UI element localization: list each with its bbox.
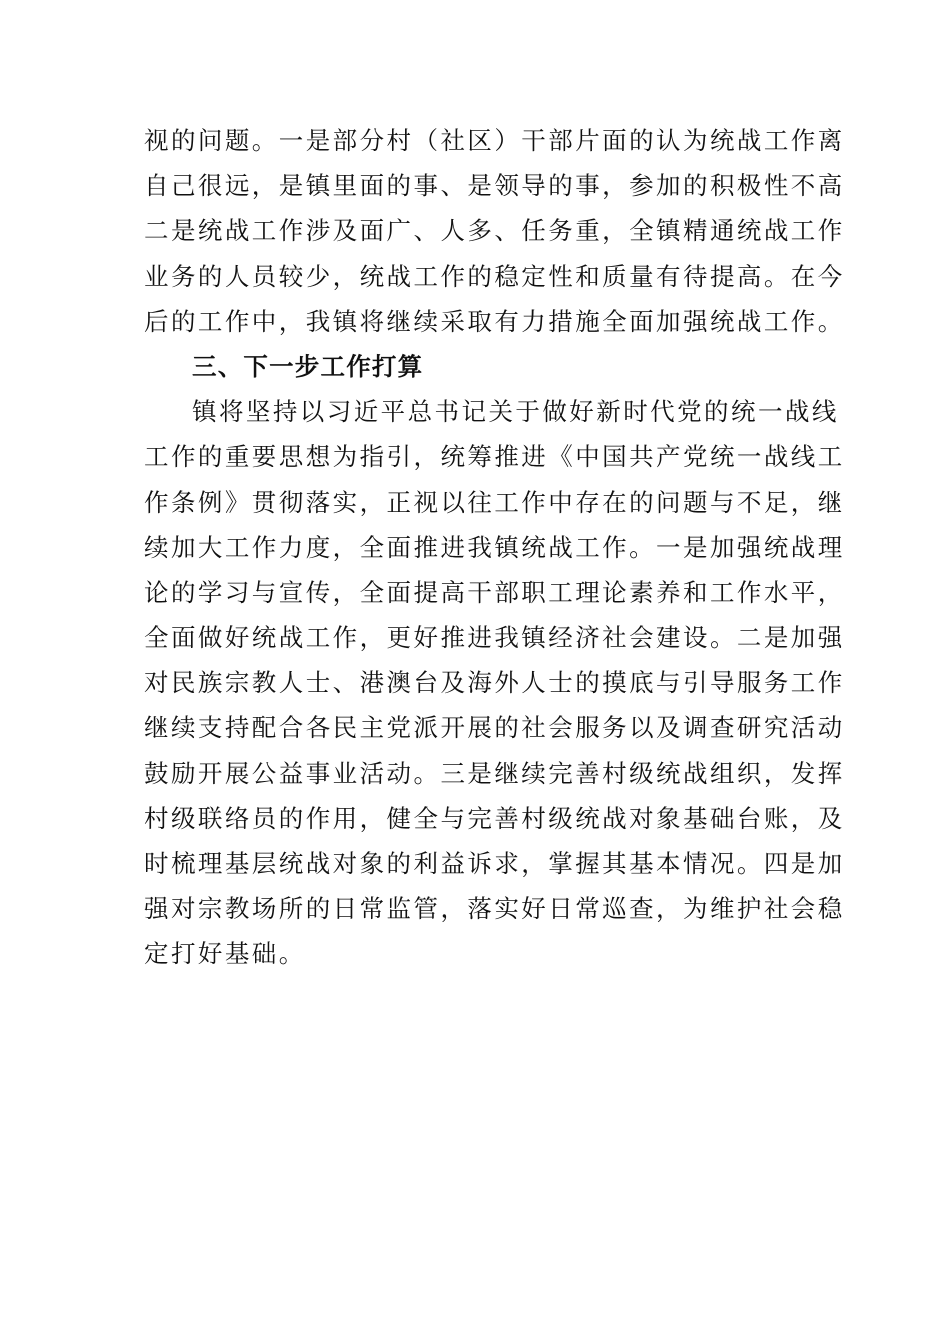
text-line: 工作的重要思想为指引，统筹推进《中国共产党统一战线工 bbox=[144, 442, 845, 472]
section-heading: 三、下一步工作打算 bbox=[192, 351, 424, 381]
text-line: 鼓励开展公益事业活动。三是继续完善村级统战组织，发挥 bbox=[144, 758, 845, 788]
text-line: 对民族宗教人士、港澳台及海外人士的摸底与引导服务工作 bbox=[144, 668, 845, 698]
text-line: 业务的人员较少，统战工作的稳定性和质量有待提高。在今 bbox=[144, 261, 845, 291]
text-line: 续加大工作力度，全面推进我镇统战工作。一是加强统战理 bbox=[144, 532, 845, 562]
document-body bbox=[144, 118, 845, 977]
text-line: 二是统战工作涉及面广、人多、任务重，全镇精通统战工作 bbox=[144, 216, 845, 246]
text-line: 镇将坚持以习近平总书记关于做好新时代党的统一战线 bbox=[192, 397, 839, 427]
text-line: 全面做好统战工作，更好推进我镇经济社会建设。二是加强 bbox=[144, 623, 845, 653]
text-line: 后的工作中，我镇将继续采取有力措施全面加强统战工作。 bbox=[144, 306, 845, 336]
text-line: 强对宗教场所的日常监管，落实好日常巡查，为维护社会稳 bbox=[144, 894, 845, 924]
text-line: 视的问题。一是部分村（社区）干部片面的认为统战工作离 bbox=[144, 126, 845, 155]
text-line: 时梳理基层统战对象的利益诉求，掌握其基本情况。四是加 bbox=[144, 849, 845, 878]
text-line: 作条例》贯彻落实，正视以往工作中存在的问题与不足，继 bbox=[144, 487, 845, 517]
text-line: 继续支持配合各民主党派开展的社会服务以及调查研究活动 bbox=[144, 713, 845, 743]
text-line: 定打好基础。 bbox=[144, 939, 306, 969]
text-line: 论的学习与宣传，全面提高干部职工理论素养和工作水平， bbox=[144, 577, 845, 607]
text-line: 自己很远，是镇里面的事、是领导的事，参加的积极性不高 bbox=[144, 171, 845, 201]
text-line: 村级联络员的作用，健全与完善村级统战对象基础台账，及 bbox=[144, 803, 845, 833]
